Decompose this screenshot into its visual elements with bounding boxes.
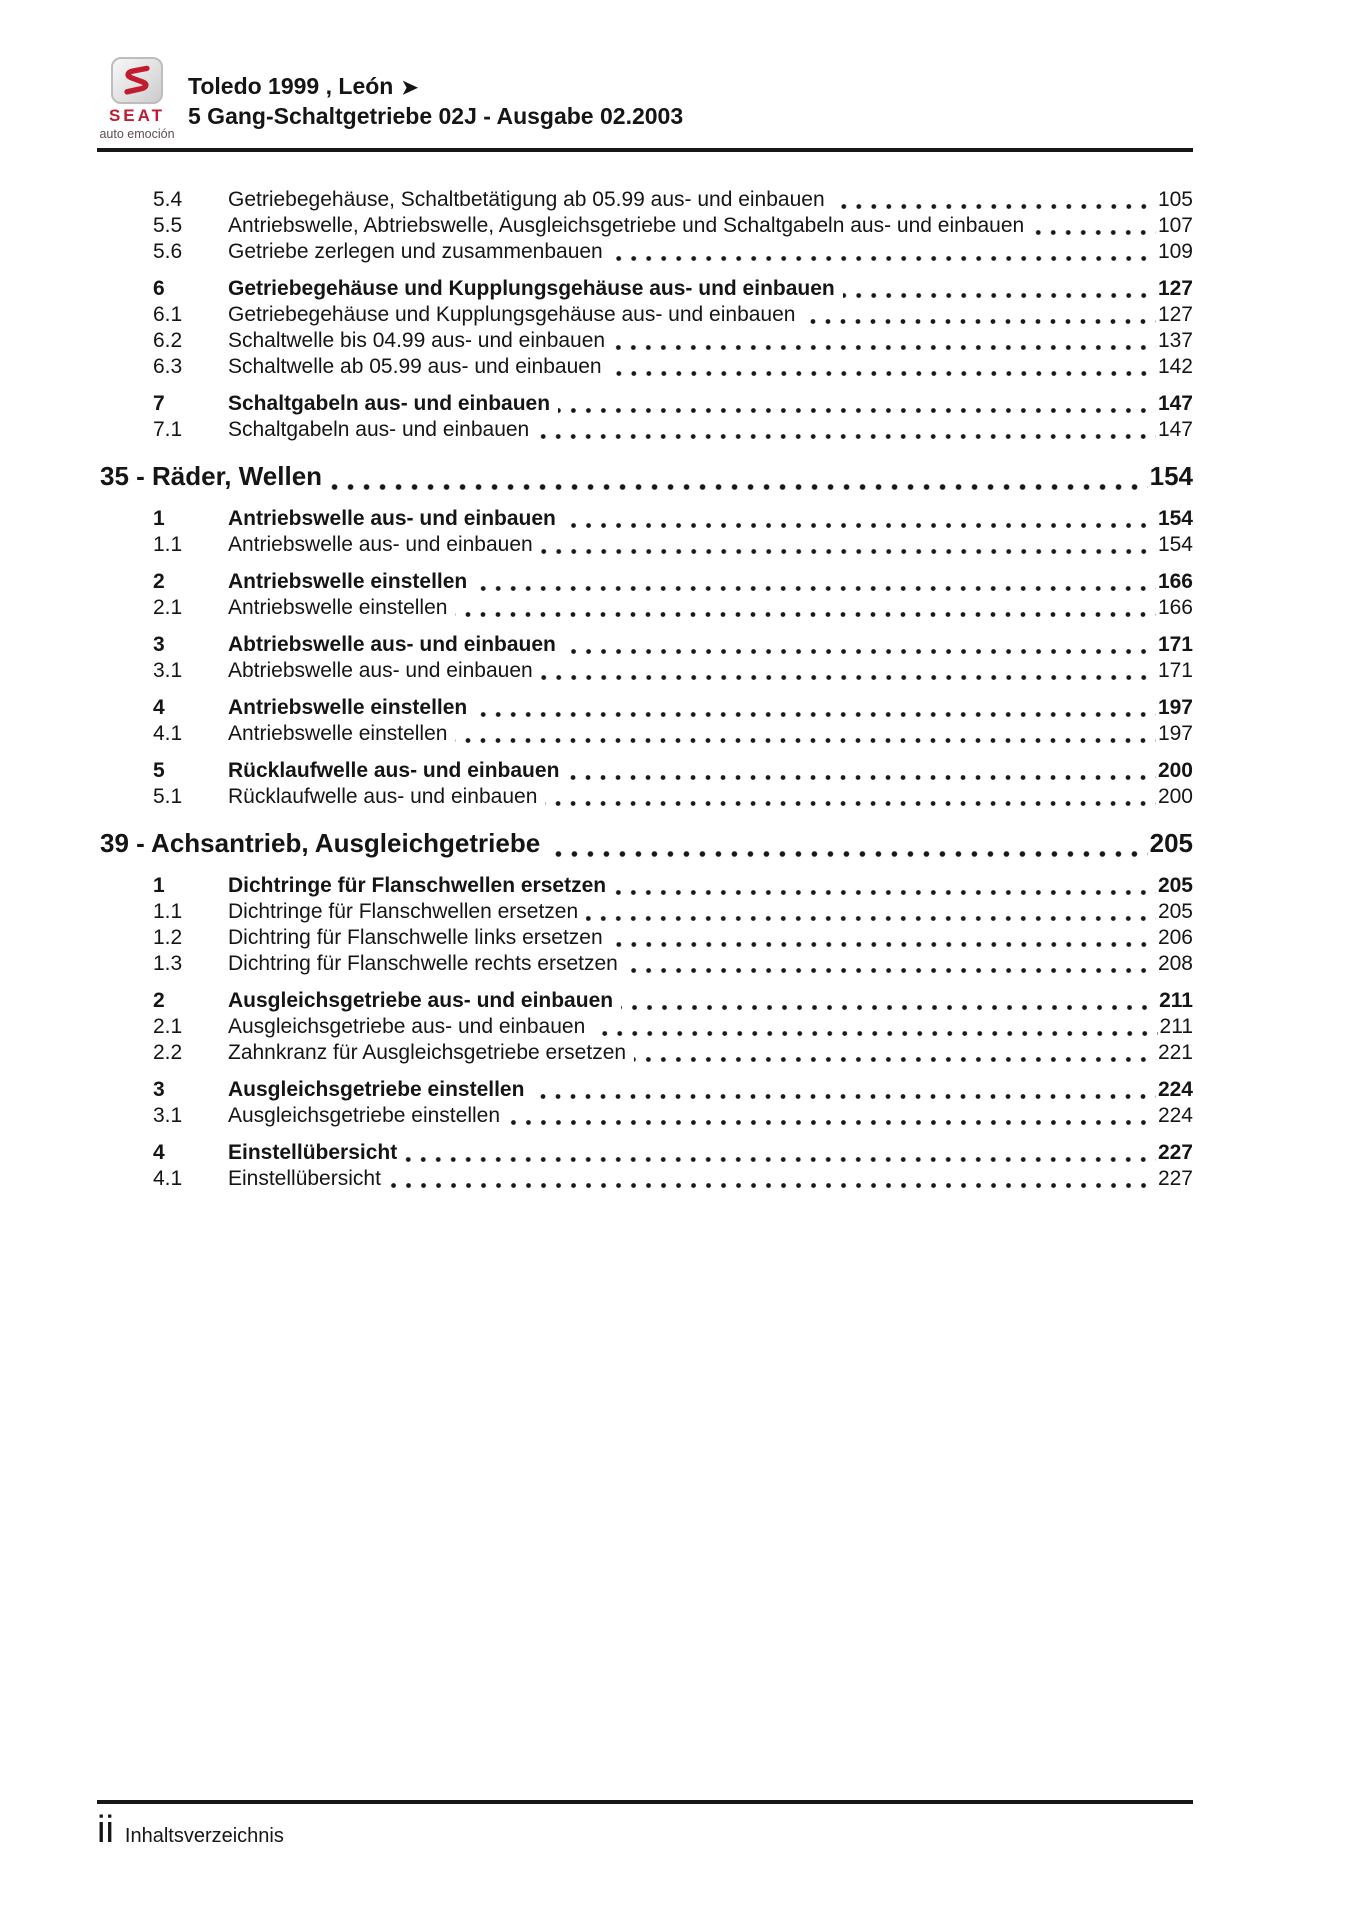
toc-entry-page: 224	[1157, 1104, 1193, 1127]
toc-row	[100, 1040, 1193, 1066]
toc-row	[100, 632, 1193, 658]
toc-entry-title: Dichtringe für Flanschwellen ersetzen	[228, 874, 607, 897]
toc-entry-number: 2.1	[153, 1015, 183, 1038]
toc-entry-title: Schaltwelle bis 04.99 aus- und einbauen	[228, 329, 606, 352]
toc-entry-page: 200	[1157, 759, 1193, 782]
toc-row	[100, 1166, 1193, 1192]
toc-entry-title: Einstellübersicht	[228, 1167, 381, 1190]
toc-entry-number: 4	[153, 696, 165, 719]
toc-entry-number: 4.1	[153, 1167, 183, 1190]
toc-entry-number: 5.5	[153, 214, 183, 237]
toc-row	[100, 824, 1193, 862]
toc-row	[100, 695, 1193, 721]
header-subtitle: 5 Gang-Schaltgetriebe 02J - Ausgabe 02.2003	[188, 103, 684, 129]
seat-wordmark: SEAT	[108, 106, 166, 125]
toc-entry-number: 1	[153, 507, 165, 530]
toc-entry-title: Antriebswelle einstellen	[228, 722, 448, 745]
toc-entry-title: Ausgleichsgetriebe einstellen	[228, 1104, 501, 1127]
toc-entry-number: 6.1	[153, 303, 183, 326]
toc-entry-number: 2.1	[153, 596, 183, 619]
toc-row	[100, 1140, 1193, 1166]
toc-entry-page: 105	[1157, 188, 1193, 211]
toc-entry-title: Antriebswelle einstellen	[228, 570, 468, 593]
seat-logo-icon	[111, 57, 163, 104]
toc-row	[100, 988, 1193, 1014]
toc-entry-number: 1.1	[153, 533, 183, 556]
toc-row	[100, 457, 1193, 495]
toc-entry-title: Getriebe zerlegen und zusammenbauen	[228, 240, 603, 263]
toc-entry-number: 6.2	[153, 329, 183, 352]
toc-entry-page: 147	[1157, 418, 1193, 441]
seat-logo	[94, 57, 180, 141]
dot-leader	[455, 612, 1155, 617]
toc-entry-page: 211	[1159, 989, 1193, 1012]
dot-leader	[564, 649, 1156, 654]
dot-leader	[405, 1157, 1156, 1162]
dot-leader	[611, 942, 1156, 947]
toc-row	[100, 532, 1193, 558]
toc-row	[100, 1014, 1193, 1040]
toc-entry-page: 147	[1157, 392, 1193, 415]
toc-entry-page: 127	[1157, 303, 1193, 326]
toc-entry-page: 224	[1157, 1078, 1193, 1101]
toc-entry-number: 2	[153, 570, 165, 593]
toc-entry-page: 127	[1157, 277, 1193, 300]
toc-entry-page: 205	[1157, 874, 1193, 897]
toc-entry-number: 2	[153, 989, 165, 1012]
dot-leader	[610, 371, 1156, 376]
footer	[97, 1808, 284, 1852]
toc-entry-title: Abtriebswelle aus- und einbauen	[228, 659, 533, 682]
toc-row	[100, 276, 1193, 302]
dot-leader	[803, 319, 1155, 324]
toc-entry-page: 211	[1159, 1015, 1193, 1038]
toc-entry-number: 3	[153, 633, 165, 656]
toc-entry-page: 205	[1157, 900, 1193, 923]
dot-leader	[843, 293, 1156, 298]
dot-leader	[548, 851, 1147, 857]
dot-leader	[564, 523, 1156, 528]
toc-row	[100, 328, 1193, 354]
toc-row	[100, 302, 1193, 328]
toc-entry-number: 4	[153, 1141, 165, 1164]
toc-row	[100, 391, 1193, 417]
toc-entry-number: 7.1	[153, 418, 183, 441]
toc-row	[100, 213, 1193, 239]
footer-label: Inhaltsverzeichnis	[124, 1825, 284, 1847]
toc-entry-title: Antriebswelle, Abtriebswelle, Ausgleichsgetriebe und Schaltgabeln aus- und einbauen	[228, 214, 1025, 237]
toc-entry-title: Getriebegehäuse und Kupplungsgehäuse aus- und einbauen	[228, 303, 796, 326]
toc-entry-page: 107	[1157, 214, 1193, 237]
toc-entry-title: Abtriebswelle aus- und einbauen	[228, 633, 556, 656]
toc-entry-title: Einstellübersicht	[228, 1141, 398, 1164]
toc-entry-page: 109	[1157, 240, 1193, 263]
dot-leader	[621, 1005, 1157, 1010]
toc-entry-page: 142	[1157, 355, 1193, 378]
dot-leader	[389, 1183, 1156, 1188]
toc-entry-page: 227	[1157, 1141, 1193, 1164]
toc-entry-number: 1.3	[153, 952, 183, 975]
dot-leader	[634, 1057, 1156, 1062]
header-titles	[188, 72, 683, 130]
toc-row	[100, 569, 1193, 595]
dot-leader	[567, 775, 1156, 780]
dot-leader	[541, 549, 1156, 554]
toc-entry-page: 208	[1157, 952, 1193, 975]
toc-entry-title: Schaltgabeln aus- und einbauen	[228, 418, 530, 441]
dot-leader	[532, 1094, 1156, 1099]
toc-entry-page: 197	[1157, 722, 1193, 745]
dot-leader	[833, 204, 1156, 209]
dot-leader	[614, 890, 1156, 895]
toc-entry-title: Dichtringe für Flanschwellen ersetzen	[228, 900, 579, 923]
dot-leader	[611, 256, 1156, 261]
toc-entry-page: 205	[1149, 828, 1193, 858]
toc-entry-title: 39 - Achsantrieb, Ausgleichgetriebe	[100, 828, 541, 858]
toc-entry-page: 206	[1157, 926, 1193, 949]
dot-leader	[1032, 230, 1156, 235]
toc-row	[100, 658, 1193, 684]
toc-row	[100, 925, 1193, 951]
toc-entry-title: 35 - Räder, Wellen	[100, 461, 323, 491]
dot-leader	[613, 345, 1156, 350]
toc-entry-page: 171	[1157, 633, 1193, 656]
toc-row	[100, 417, 1193, 443]
toc-entry-number: 5.4	[153, 188, 183, 211]
footer-page-number: ii	[97, 1809, 114, 1851]
toc-entry-number: 6	[153, 277, 165, 300]
toc-entry-number: 5.6	[153, 240, 183, 263]
seat-tagline: auto emoción	[99, 127, 175, 141]
arrow-right-icon: ➤	[401, 77, 419, 99]
toc-entry-title: Dichtring für Flanschwelle rechts ersetzen	[228, 952, 618, 975]
header-rule	[97, 148, 1193, 152]
toc-entry-title: Antriebswelle aus- und einbauen	[228, 533, 533, 556]
table-of-contents	[100, 187, 1193, 1192]
toc-entry-number: 7	[153, 392, 165, 415]
toc-entry-title: Ausgleichsgetriebe einstellen	[228, 1078, 525, 1101]
toc-row	[100, 721, 1193, 747]
toc-entry-title: Getriebegehäuse, Schaltbetätigung ab 05.99 aus- und einbauen	[228, 188, 825, 211]
dot-leader	[455, 738, 1155, 743]
toc-entry-page: 137	[1157, 329, 1193, 352]
dot-leader	[626, 968, 1156, 973]
toc-row	[100, 595, 1193, 621]
toc-entry-number: 5	[153, 759, 165, 782]
toc-entry-title: Antriebswelle aus- und einbauen	[228, 507, 556, 530]
toc-entry-title: Antriebswelle einstellen	[228, 696, 468, 719]
toc-entry-page: 197	[1157, 696, 1193, 719]
toc-row	[100, 187, 1193, 213]
toc-entry-title: Rücklaufwelle aus- und einbauen	[228, 785, 538, 808]
toc-entry-number: 5.1	[153, 785, 183, 808]
toc-row	[100, 1103, 1193, 1129]
toc-entry-page: 166	[1157, 570, 1193, 593]
toc-entry-title: Zahnkranz für Ausgleichsgetriebe ersetzen	[228, 1041, 627, 1064]
toc-entry-page: 154	[1157, 533, 1193, 556]
dot-leader	[593, 1031, 1157, 1036]
toc-row	[100, 1077, 1193, 1103]
toc-entry-number: 1	[153, 874, 165, 897]
toc-entry-number: 2.2	[153, 1041, 183, 1064]
toc-row	[100, 758, 1193, 784]
toc-entry-title: Schaltwelle ab 05.99 aus- und einbauen	[228, 355, 602, 378]
toc-entry-title: Ausgleichsgetriebe aus- und einbauen	[228, 1015, 586, 1038]
toc-entry-page: 227	[1157, 1167, 1193, 1190]
toc-entry-page: 200	[1157, 785, 1193, 808]
toc-row	[100, 354, 1193, 380]
dot-leader	[558, 408, 1156, 413]
toc-entry-number: 4.1	[153, 722, 183, 745]
toc-entry-number: 1.2	[153, 926, 183, 949]
toc-entry-page: 154	[1157, 507, 1193, 530]
dot-leader	[475, 586, 1156, 591]
toc-row	[100, 899, 1193, 925]
toc-entry-title: Dichtring für Flanschwelle links ersetzen	[228, 926, 603, 949]
dot-leader	[508, 1120, 1156, 1125]
toc-row	[100, 951, 1193, 977]
dot-leader	[537, 434, 1156, 439]
toc-entry-title: Antriebswelle einstellen	[228, 596, 448, 619]
toc-entry-title: Schaltgabeln aus- und einbauen	[228, 392, 551, 415]
toc-entry-title: Rücklaufwelle aus- und einbauen	[228, 759, 560, 782]
footer-rule	[97, 1800, 1193, 1804]
dot-leader	[475, 712, 1156, 717]
header-model-line: Toledo 1999 , León ➤	[188, 73, 419, 99]
toc-entry-page: 166	[1157, 596, 1193, 619]
toc-row	[100, 784, 1193, 810]
toc-entry-number: 1.1	[153, 900, 183, 923]
toc-row	[100, 506, 1193, 532]
toc-entry-page: 221	[1157, 1041, 1193, 1064]
toc-row	[100, 873, 1193, 899]
toc-entry-number: 3.1	[153, 1104, 183, 1127]
toc-entry-number: 3.1	[153, 659, 183, 682]
dot-leader	[586, 916, 1156, 921]
toc-row	[100, 239, 1193, 265]
toc-entry-number: 6.3	[153, 355, 183, 378]
toc-entry-title: Getriebegehäuse und Kupplungsgehäuse aus- und einbauen	[228, 277, 835, 300]
toc-entry-title: Ausgleichsgetriebe aus- und einbauen	[228, 989, 614, 1012]
toc-entry-page: 154	[1149, 461, 1193, 491]
toc-entry-number: 3	[153, 1078, 165, 1101]
dot-leader	[545, 801, 1156, 806]
toc-entry-page: 171	[1157, 659, 1193, 682]
dot-leader	[541, 675, 1156, 680]
dot-leader	[330, 484, 1148, 490]
